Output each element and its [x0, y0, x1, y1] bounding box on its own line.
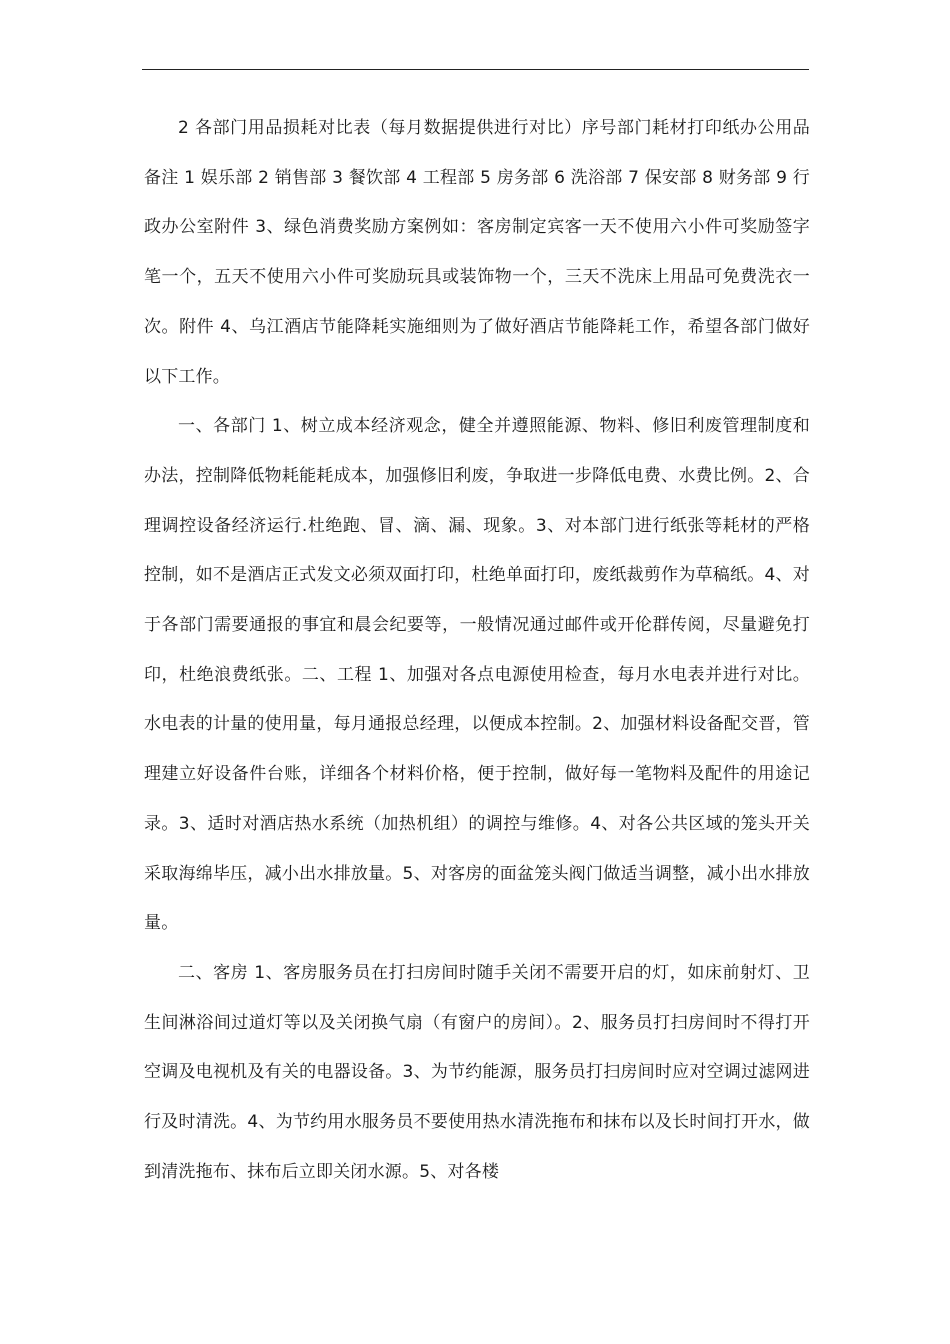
- paragraph-2: 一、各部门 1、树立成本经济观念，健全并遵照能源、物料、修旧利废管理制度和办法，控制降低物耗能耗成本，加强修旧利废，争取进一步降低电费、水费比例。2、合理调控设备经济运行.杜绝跑、冒、滴、漏、现象。3、对本部门进行纸张等耗材的严格控制，如不是酒店正式发文必须双面打印，杜绝单面打印，废纸裁剪作为草稿纸。4、对于各部门需要通报的事宜和晨会纪要等，一般情况通过邮件或开伦群传阅，尽量避免打印，杜绝浪费纸张。二、工程 1、加强对各点电源使用检查，每月水电表并进行对比。水电表的计量的使用量，每月通报总经理，以便成本控制。2、加强材料设备配交晋，管理建立好设备件台账，详细各个材料价格，便于控制，做好每一笔物料及配件的用途记录。3、适时对酒店热水系统（加热机组）的调控与维修。4、对各公共区域的笼头开关采取海绵毕压，减小出水排放量。5、对客房的面盆笼头阀门做适当调整，减小出水排放量。: [144, 416, 810, 934]
- document-body: [144, 104, 810, 1197]
- paragraph-3: 二、客房 1、客房服务员在打扫房间时随手关闭不需要开启的灯，如床前射灯、卫生间淋浴间过道灯等以及关闭换气扇（有窗户的房间）。2、服务员打扫房间时不得打开空调及电视机及有关的电器设备。3、为节约能源，服务员打扫房间时应对空调过滤网进行及时清洗。4、为节约用水服务员不要使用热水清洗拖布和抹布以及长时间打开水，做到清洗拖布、抹布后立即关闭水源。5、对各楼: [144, 962, 810, 1182]
- header-rule: [142, 69, 809, 70]
- paragraph-1: 2 各部门用品损耗对比表（每月数据提供进行对比）序号部门耗材打印纸办公用品备注 1 娱乐部 2 销售部 3 餐饮部 4 工程部 5 房务部 6 洗浴部 7 保安部 8 财务部 9 行政办公室附件 3、绿色消费奖励方案例如：客房制定宾客一天不使用六小件可奖励签字笔一个，五天不使用六小件可奖励玩具或装饰物一个，三天不洗床上用品可免费洗衣一次。附件 4、乌江酒店节能降耗实施细则为了做好酒店节能降耗工作，希望各部门做好以下工作。: [144, 118, 810, 387]
